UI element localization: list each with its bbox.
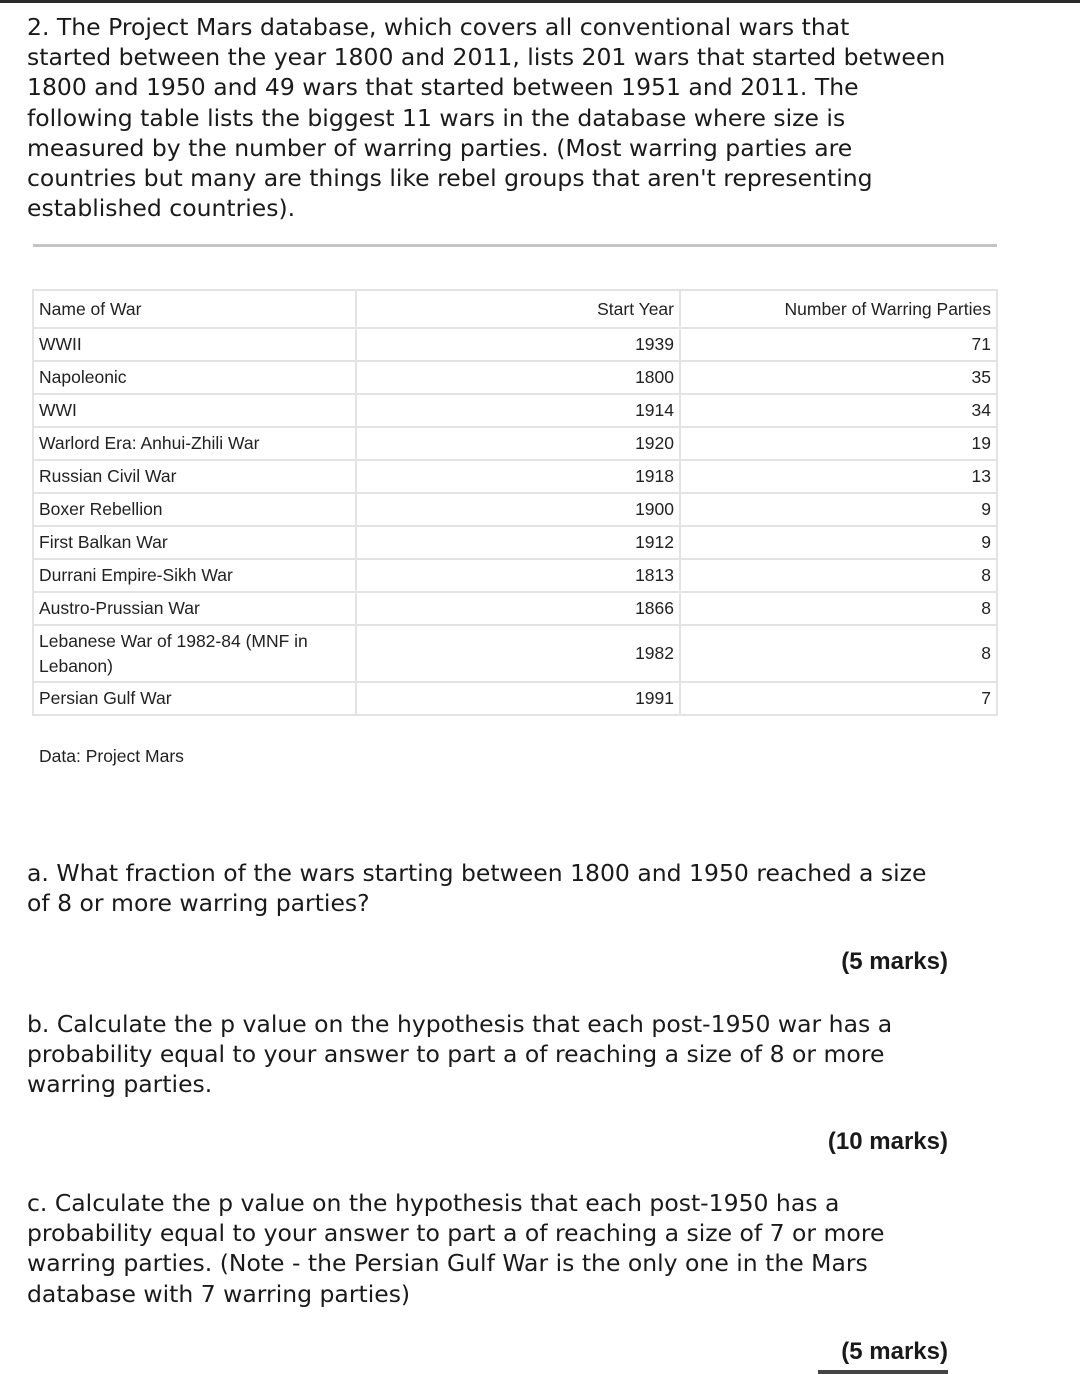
header-start-year: Start Year bbox=[356, 290, 680, 328]
warring-parties: 9 bbox=[680, 526, 997, 559]
cropped-text-fragment bbox=[818, 1370, 948, 1374]
start-year: 1982 bbox=[356, 625, 680, 682]
question-a-marks: (5 marks) bbox=[841, 948, 948, 975]
table-row bbox=[33, 427, 997, 460]
war-name: Boxer Rebellion bbox=[33, 493, 356, 526]
war-name: Russian Civil War bbox=[33, 460, 356, 493]
warring-parties: 35 bbox=[680, 361, 997, 394]
start-year: 1939 bbox=[356, 328, 680, 361]
table-row bbox=[33, 361, 997, 394]
header-name-of-war: Name of War bbox=[33, 290, 356, 328]
table-header-row bbox=[33, 290, 997, 328]
warring-parties: 8 bbox=[680, 559, 997, 592]
start-year: 1866 bbox=[356, 592, 680, 625]
warring-parties: 7 bbox=[680, 682, 997, 715]
question-a: a. What fraction of the wars starting between 1800 and 1950 reached a size of 8 or more warring parties? bbox=[27, 859, 927, 918]
war-name: WWII bbox=[33, 328, 356, 361]
warring-parties: 34 bbox=[680, 394, 997, 427]
war-name: Durrani Empire-Sikh War bbox=[33, 559, 356, 592]
warring-parties: 13 bbox=[680, 460, 997, 493]
warring-parties: 71 bbox=[680, 328, 997, 361]
start-year: 1920 bbox=[356, 427, 680, 460]
wars-table bbox=[32, 289, 998, 716]
table-row bbox=[33, 559, 997, 592]
warring-parties: 9 bbox=[680, 493, 997, 526]
war-name: WWI bbox=[33, 394, 356, 427]
warring-parties: 19 bbox=[680, 427, 997, 460]
table-row bbox=[33, 625, 997, 682]
table-row bbox=[33, 394, 997, 427]
question-2-intro: 2. The Project Mars database, which covers all conventional wars that started between the year 1800 and 2011, lists 201 wars that started between 1800 and 1950 and 49 wars that started between 1951 and 2011. The following table lists the biggest 11 wars in the database where size is measured by the number of warring parties. (Most warring parties are countries but many are things like rebel groups that aren't representing established countries). bbox=[27, 13, 946, 223]
top-border-line bbox=[0, 0, 1080, 3]
start-year: 1918 bbox=[356, 460, 680, 493]
table-row bbox=[33, 328, 997, 361]
start-year: 1800 bbox=[356, 361, 680, 394]
warring-parties: 8 bbox=[680, 592, 997, 625]
question-c-marks: (5 marks) bbox=[841, 1338, 948, 1365]
start-year: 1914 bbox=[356, 394, 680, 427]
table-row bbox=[33, 460, 997, 493]
war-name: Austro-Prussian War bbox=[33, 592, 356, 625]
war-name: Napoleonic bbox=[33, 361, 356, 394]
war-name: Lebanese War of 1982-84 (MNF in Lebanon) bbox=[33, 625, 356, 682]
table-row bbox=[33, 526, 997, 559]
table-row bbox=[33, 592, 997, 625]
table-source-note: Data: Project Mars bbox=[39, 746, 184, 766]
start-year: 1912 bbox=[356, 526, 680, 559]
divider bbox=[33, 244, 997, 247]
question-b: b. Calculate the p value on the hypothesis that each post-1950 war has a probability equal to your answer to part a of reaching a size of 8 or more warring parties. bbox=[27, 1010, 893, 1099]
header-number-of-warring-parties: Number of Warring Parties bbox=[680, 290, 997, 328]
start-year: 1813 bbox=[356, 559, 680, 592]
start-year: 1900 bbox=[356, 493, 680, 526]
start-year: 1991 bbox=[356, 682, 680, 715]
question-c: c. Calculate the p value on the hypothesis that each post-1950 has a probability equal to your answer to part a of reaching a size of 7 or more warring parties. (Note - the Persian Gulf War is the only one in the Mars database with 7 warring parties) bbox=[27, 1189, 885, 1308]
war-name: First Balkan War bbox=[33, 526, 356, 559]
warring-parties: 8 bbox=[680, 625, 997, 682]
war-name: Warlord Era: Anhui-Zhili War bbox=[33, 427, 356, 460]
war-name: Persian Gulf War bbox=[33, 682, 356, 715]
question-b-marks: (10 marks) bbox=[827, 1128, 948, 1155]
table-row bbox=[33, 682, 997, 715]
table-row bbox=[33, 493, 997, 526]
